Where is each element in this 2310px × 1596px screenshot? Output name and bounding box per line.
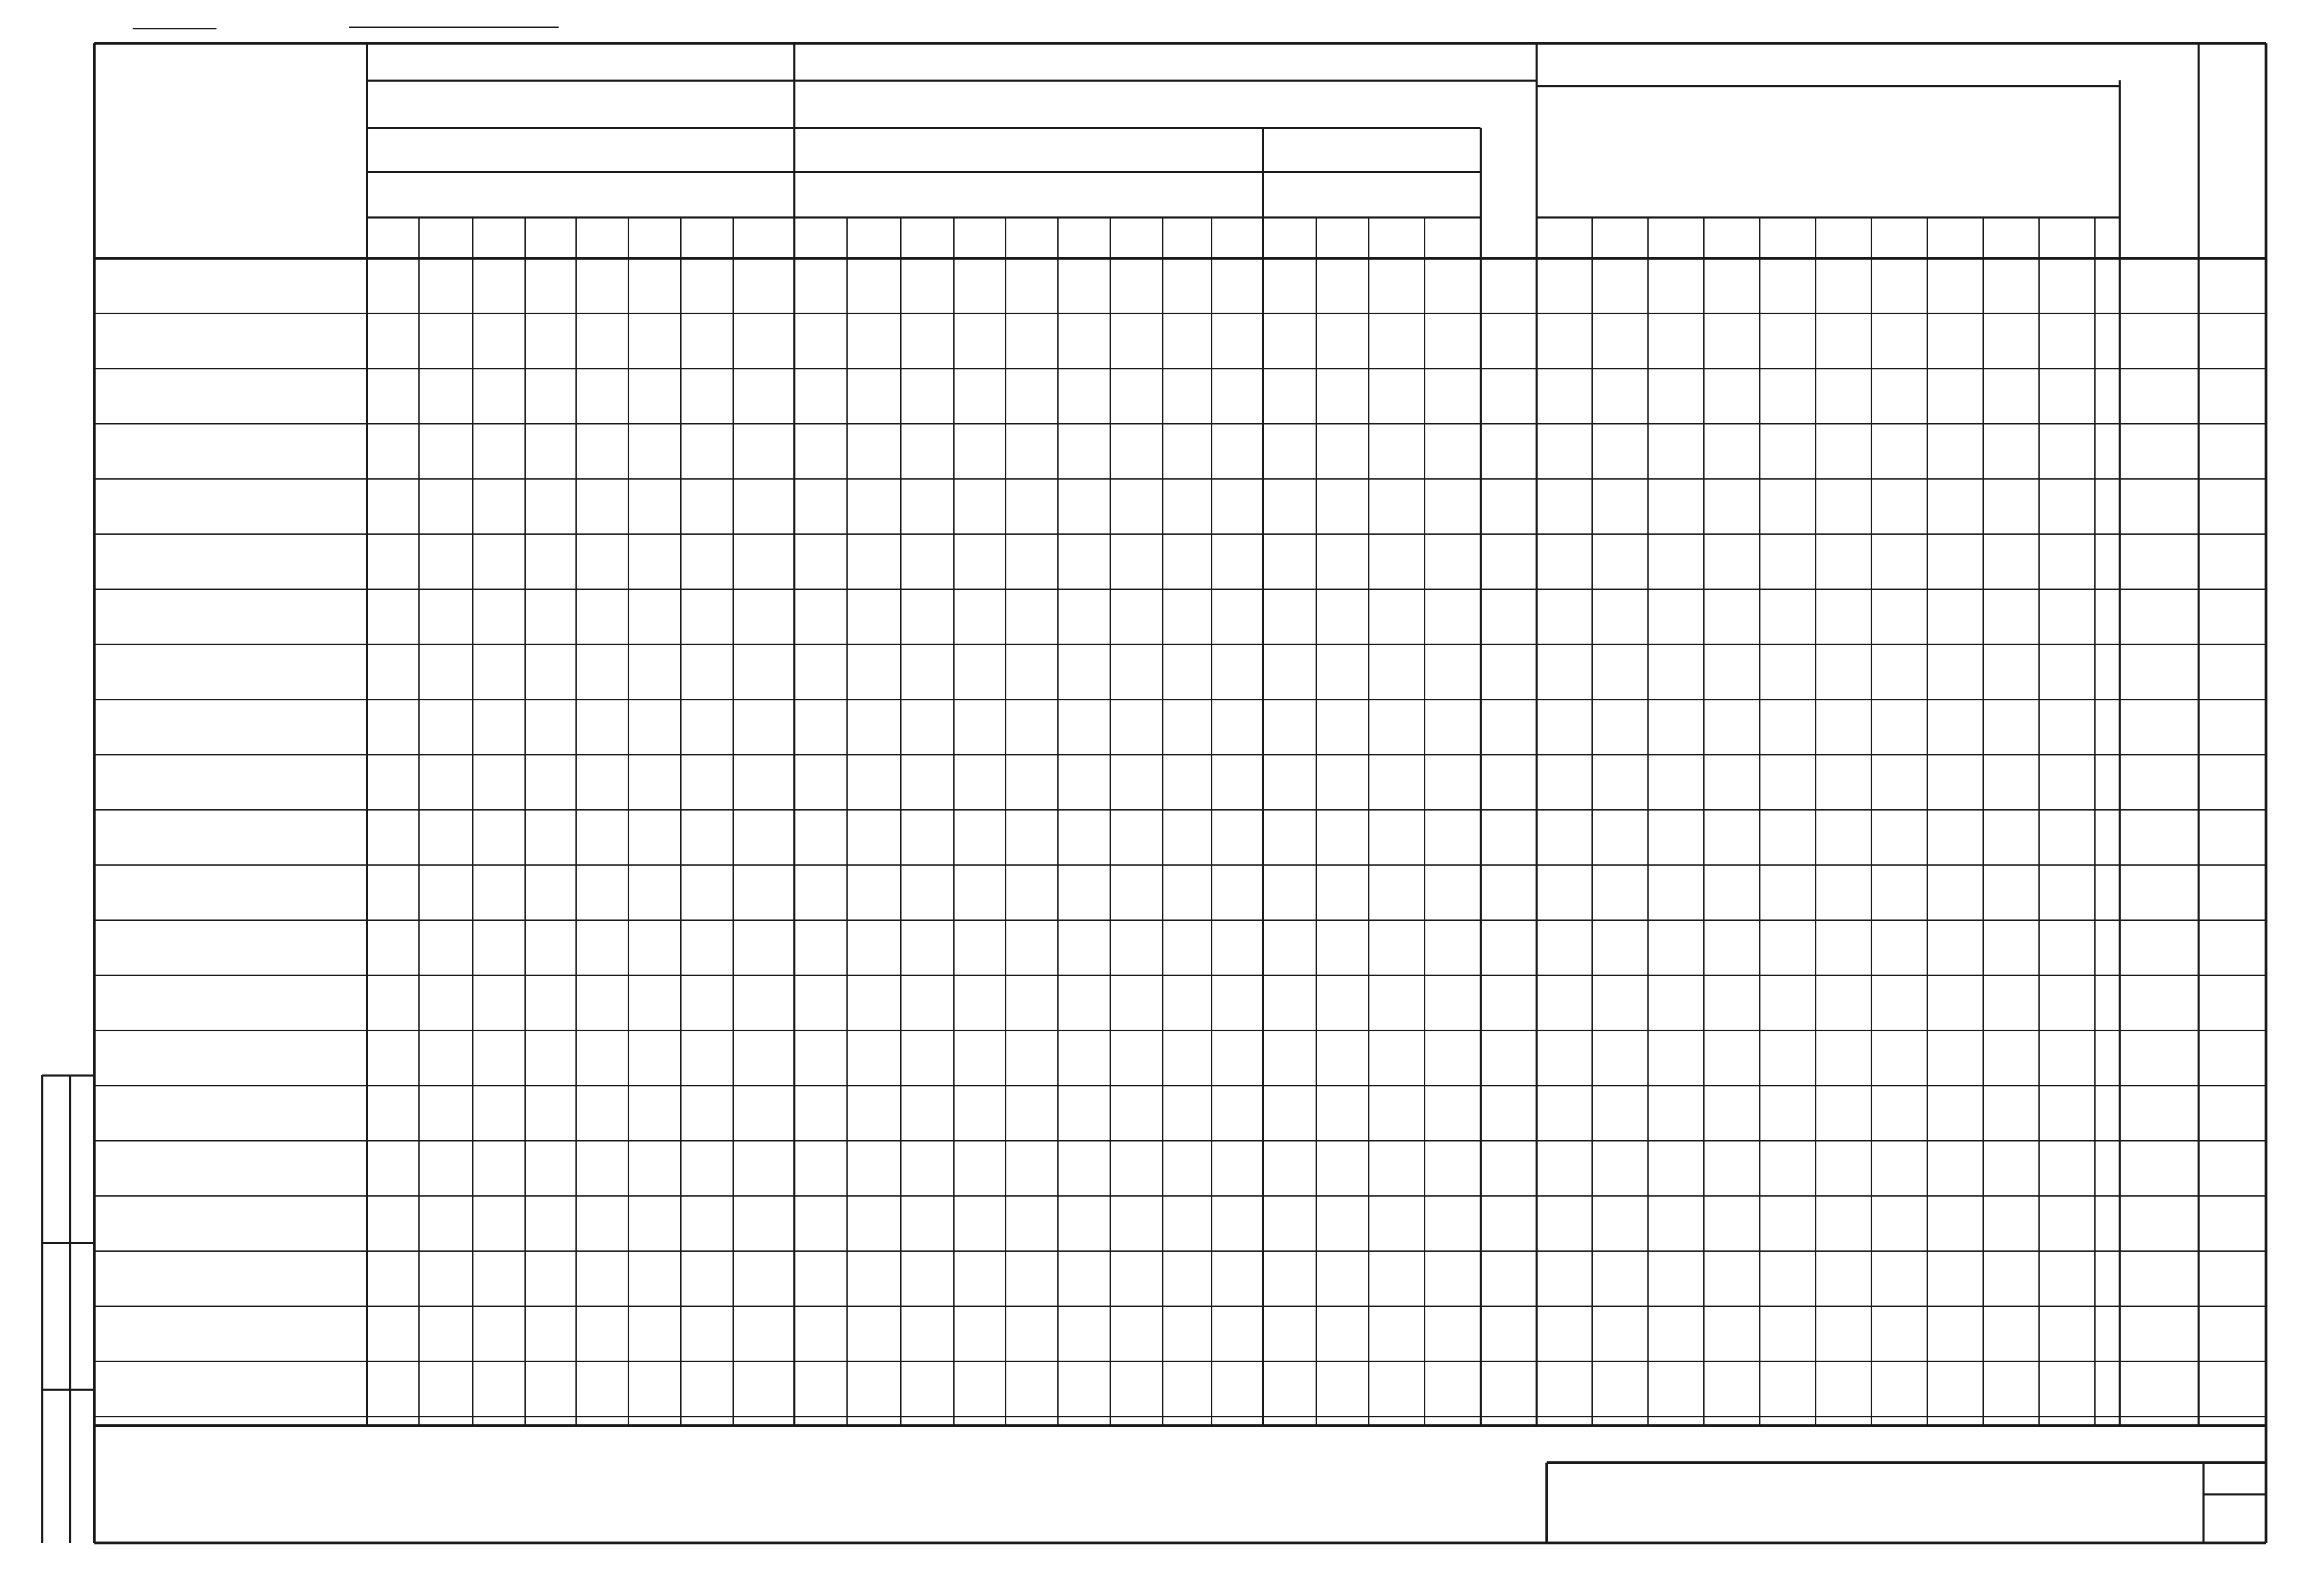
row-line (94, 1140, 2266, 1141)
grid-line-v (900, 217, 902, 1426)
grid-line-v (953, 217, 955, 1426)
row-line (94, 1195, 2266, 1197)
row-line (94, 533, 2266, 535)
scan-mark (133, 28, 216, 29)
grid-line-v (1368, 217, 1369, 1426)
grid-line-v (1927, 217, 1928, 1426)
grid-line-v (2038, 217, 2040, 1426)
frame-table-end (94, 1424, 2266, 1427)
grid-line-v (1211, 217, 1212, 1426)
grid-line-v (1703, 217, 1705, 1426)
row-line (94, 919, 2266, 921)
grid-line-v (2198, 43, 2200, 1426)
row-line (94, 478, 2266, 480)
grid-line-v (846, 217, 848, 1426)
grid-line-h (367, 80, 1536, 82)
grid-line-v (418, 217, 420, 1426)
grid-line-v (1110, 217, 1111, 1426)
grid-line-h (367, 127, 1480, 129)
grid-line-h (42, 1242, 94, 1244)
stamp-sheet-divider (2202, 1463, 2205, 1543)
grid-line-v (1005, 217, 1006, 1426)
frame-left (93, 43, 96, 1543)
grid-line-v (2119, 80, 2121, 1426)
row-line (94, 1416, 2266, 1417)
grid-line-v (472, 217, 473, 1426)
grid-line-v (524, 217, 526, 1426)
grid-line-h (1536, 216, 2119, 219)
grid-line-h (367, 216, 1480, 219)
row-line (94, 1306, 2266, 1307)
grid-line-v (1759, 217, 1760, 1426)
grid-line-v (2094, 217, 2096, 1426)
grid-line-v (680, 217, 682, 1426)
frame-right (2265, 43, 2267, 1543)
grid-line-v (1815, 217, 1816, 1426)
row-line (94, 1085, 2266, 1086)
row-line (94, 589, 2266, 590)
row-line (94, 423, 2266, 424)
row-line (94, 644, 2266, 645)
grid-line-v (1591, 217, 1593, 1426)
grid-line-v (1162, 217, 1163, 1426)
side-strip-top (42, 1074, 94, 1077)
grid-line-v (1316, 217, 1317, 1426)
grid-line-h (1536, 85, 2119, 87)
grid-line-v (1536, 43, 1538, 1426)
side-strip-left (41, 1075, 43, 1543)
grid-line-v (575, 217, 577, 1426)
grid-line-v (1871, 217, 1872, 1426)
row-line (94, 809, 2266, 811)
grid-line-h (42, 1389, 94, 1391)
grid-line-v (793, 43, 795, 1426)
row-line (94, 975, 2266, 976)
grid-line-v (1982, 217, 1984, 1426)
row-line (94, 754, 2266, 755)
row-line (94, 1030, 2266, 1031)
grid-line-v (628, 217, 629, 1426)
side-strip-inner (69, 1075, 71, 1543)
grid-line-v (1057, 217, 1059, 1426)
row-line (94, 1250, 2266, 1252)
grid-line-v (1647, 217, 1649, 1426)
grid-line-h (367, 171, 1480, 173)
grid-line-v (1480, 128, 1482, 1426)
row-line (94, 1361, 2266, 1362)
frame-bottom (94, 1542, 2266, 1544)
row-line (94, 864, 2266, 866)
frame-top (94, 42, 2266, 45)
scan-mark (349, 27, 559, 28)
row-line (94, 368, 2266, 369)
stamp-sheet-line (2203, 1493, 2266, 1495)
row-line (94, 699, 2266, 700)
grid-line-v (366, 43, 368, 1426)
grid-line-v (1262, 128, 1264, 1426)
stamp-top (1547, 1461, 2266, 1464)
header-bottom (94, 257, 2266, 260)
grid-line-v (733, 217, 734, 1426)
stamp-left (1545, 1463, 1548, 1543)
row-line (94, 313, 2266, 314)
grid-line-v (1424, 217, 1425, 1426)
